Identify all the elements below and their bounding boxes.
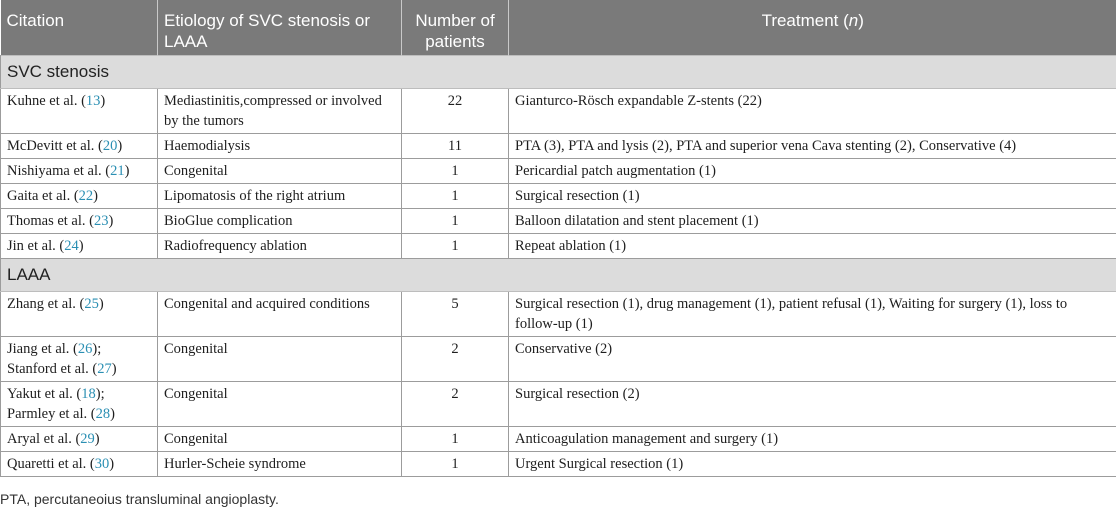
table-row: [1, 134, 1116, 159]
citation-close: );: [95, 386, 105, 402]
reference-link[interactable]: 30: [94, 456, 110, 472]
treatment-cell: Balloon dilatation and stent placement (1): [509, 209, 1116, 234]
patients-cell: 1: [402, 159, 509, 184]
treatment-cell: PTA (3), PTA and lysis (2), PTA and superior vena Cava stenting (2), Conservative (4): [509, 134, 1116, 159]
table-row: [1, 382, 1116, 427]
citation-author: McDevitt et al. (: [7, 138, 103, 154]
table-row: [1, 89, 1116, 134]
citation-close: ): [111, 361, 117, 377]
reference-link[interactable]: 27: [97, 361, 112, 377]
patients-cell: 1: [402, 184, 509, 209]
treatment-cell: Conservative (2): [509, 337, 1116, 382]
reference-link[interactable]: 22: [78, 188, 94, 204]
treatment-cell: Repeat ablation (1): [509, 234, 1116, 259]
etiology-cell: Lipomatosis of the right atrium: [158, 184, 402, 209]
citation-cell: [1, 134, 158, 159]
citation-author: Zhang et al. (: [7, 296, 85, 312]
header-treatment: [509, 0, 1116, 56]
reference-link[interactable]: 25: [84, 296, 99, 312]
citation-author: Jiang et al. (: [7, 341, 78, 357]
header-treatment-close: ): [858, 11, 864, 30]
reference-link[interactable]: 28: [95, 406, 111, 422]
citation-cell: [1, 209, 158, 234]
citation-cell: [1, 159, 158, 184]
citation-cell: [1, 184, 158, 209]
citation-close: ): [108, 213, 114, 229]
header-etiology: Etiology of SVC stenosis or LAAA: [158, 0, 402, 56]
header-treatment-label: Treatment (: [761, 11, 849, 30]
header-citation: Citation: [1, 0, 158, 56]
etiology-cell: Congenital: [158, 427, 402, 452]
citation-author: Stanford et al. (: [7, 361, 98, 377]
citation-author: Jin et al. (: [7, 238, 65, 254]
section-row: [1, 259, 1116, 292]
treatment-cell: Surgical resection (2): [509, 382, 1116, 427]
table-footnote: PTA, percutaneoius transluminal angioplasty.: [0, 491, 279, 507]
section-row: [1, 56, 1116, 89]
treatment-cell: Anticoagulation management and surgery (1): [509, 427, 1116, 452]
citation-cell: [1, 427, 158, 452]
reference-link[interactable]: 29: [80, 431, 95, 447]
table-row: [1, 337, 1116, 382]
table-row: [1, 427, 1116, 452]
citation-cell: [1, 292, 158, 337]
treatment-cell: Surgical resection (1), drug management (1), patient refusal (1), Waiting for surgery (1), loss to follow-up (1): [509, 292, 1116, 337]
treatment-cell: Gianturco-Rösch expandable Z-stents (22): [509, 89, 1116, 134]
etiology-cell: Radiofrequency ablation: [158, 234, 402, 259]
citation-author: Nishiyama et al. (: [7, 163, 111, 179]
citation-close: ): [98, 296, 104, 312]
citation-author: Quaretti et al. (: [7, 456, 95, 472]
treatment-cell: Surgical resection (1): [509, 184, 1116, 209]
header-treatment-n: n: [848, 11, 859, 30]
header-patients: Number of patients: [402, 0, 509, 56]
citation-author: Thomas et al. (: [7, 213, 94, 229]
table-row: [1, 234, 1116, 259]
etiology-cell: Congenital: [158, 382, 402, 427]
citation-cell: [1, 382, 158, 427]
etiology-cell: Mediastinitis,compressed or involved by the tumors: [158, 89, 402, 134]
reference-link[interactable]: 13: [85, 93, 101, 109]
patients-cell: 2: [402, 382, 509, 427]
table-body: [1, 56, 1116, 477]
patients-cell: 2: [402, 337, 509, 382]
section-title: SVC stenosis: [1, 56, 1116, 89]
citation-close: ): [93, 188, 99, 204]
citation-author: Kuhne et al. (: [7, 93, 86, 109]
citation-author: Yakut et al. (: [7, 386, 82, 402]
treatment-cell: Urgent Surgical resection (1): [509, 452, 1116, 477]
citation-author: Aryal et al. (: [7, 431, 81, 447]
citation-close: ): [78, 238, 84, 254]
citation-cell: [1, 452, 158, 477]
section-title: LAAA: [1, 259, 1116, 292]
patients-cell: 5: [402, 292, 509, 337]
patients-cell: 1: [402, 234, 509, 259]
citation-close: ): [117, 138, 123, 154]
citation-author: Parmley et al. (: [7, 406, 96, 422]
etiology-cell: Congenital: [158, 337, 402, 382]
table-header: [1, 0, 1116, 56]
patients-cell: 1: [402, 452, 509, 477]
header-row: [1, 0, 1116, 56]
patients-cell: 1: [402, 427, 509, 452]
citation-cell: [1, 337, 158, 382]
patients-cell: 1: [402, 209, 509, 234]
reference-link[interactable]: 24: [64, 238, 79, 254]
table-row: [1, 209, 1116, 234]
reference-link[interactable]: 20: [102, 138, 118, 154]
treatment-cell: Pericardial patch augmentation (1): [509, 159, 1116, 184]
reference-link[interactable]: 21: [110, 163, 125, 179]
table-row: [1, 292, 1116, 337]
citation-close: ): [124, 163, 130, 179]
citation-close: ): [100, 93, 106, 109]
citation-cell: [1, 234, 158, 259]
citation-close: );: [92, 341, 102, 357]
citation-author: Gaita et al. (: [7, 188, 79, 204]
citation-close: ): [110, 406, 115, 422]
etiology-cell: Congenital and acquired conditions: [158, 292, 402, 337]
etiology-cell: Haemodialysis: [158, 134, 402, 159]
table-row: [1, 184, 1116, 209]
citation-close: ): [94, 431, 100, 447]
patients-cell: 11: [402, 134, 509, 159]
reference-link[interactable]: 18: [81, 386, 96, 402]
citation-close: ): [109, 456, 115, 472]
reference-link[interactable]: 26: [77, 341, 93, 357]
patients-cell: 22: [402, 89, 509, 134]
citation-cell: [1, 89, 158, 134]
etiology-cell: BioGlue complication: [158, 209, 402, 234]
reference-link[interactable]: 23: [93, 213, 109, 229]
table-row: [1, 159, 1116, 184]
etiology-cell: Congenital: [158, 159, 402, 184]
table-row: [1, 452, 1116, 477]
etiology-cell: Hurler-Scheie syndrome: [158, 452, 402, 477]
